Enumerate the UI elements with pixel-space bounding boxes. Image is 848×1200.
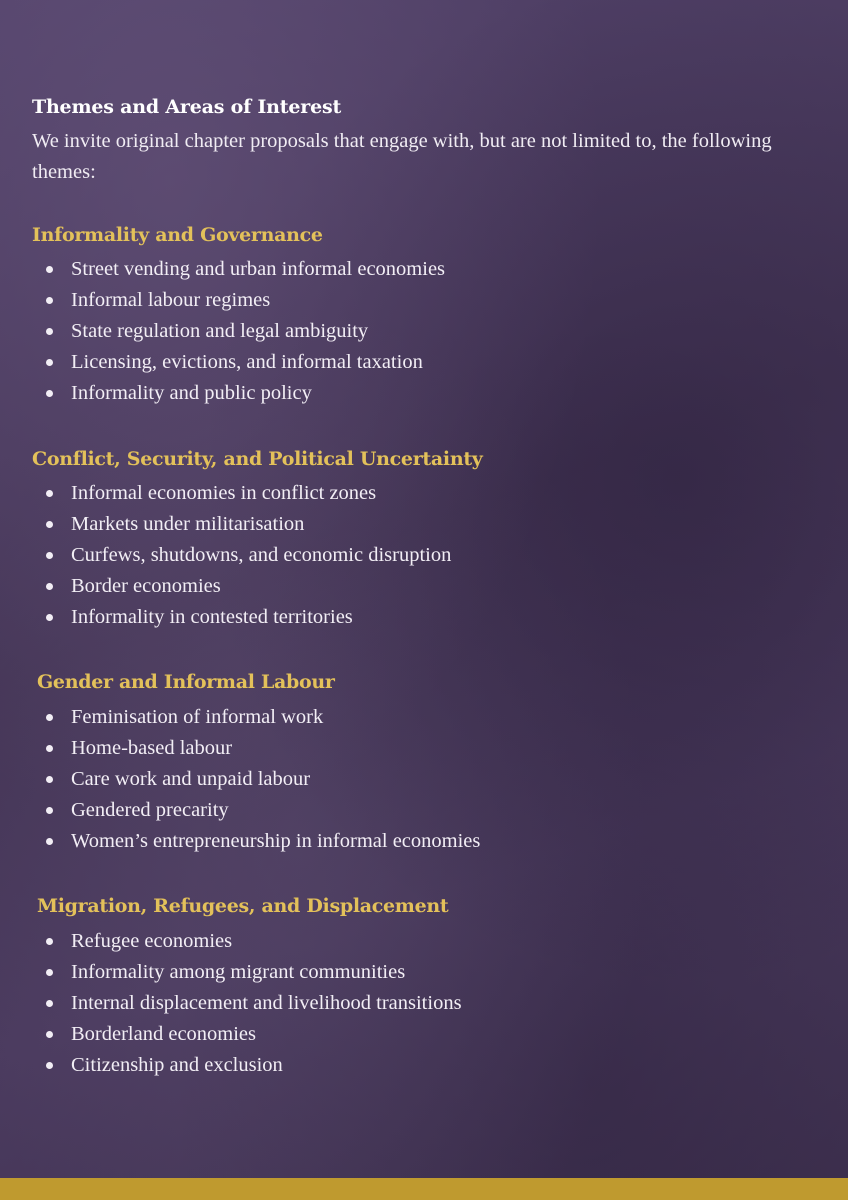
list-item-text: State regulation and legal ambiguity [71,320,369,342]
page-title: Themes and Areas of Interest [32,96,342,118]
bullet-icon [46,1031,53,1038]
bullet-icon [46,552,53,559]
bullet-icon [46,1062,53,1069]
bullet-icon [46,714,53,721]
bullet-icon [46,266,53,273]
list-item-text: Street vending and urban informal economies [71,258,446,280]
section-title: Conflict, Security, and Political Uncertainty [32,448,483,470]
list-item-text: Care work and unpaid labour [71,768,311,790]
list-item-text: Gendered precarity [71,799,229,821]
bullet-icon [46,1000,53,1007]
list-item-text: Informal economies in conflict zones [71,482,377,504]
bullet-icon [46,390,53,397]
bullet-icon [46,490,53,497]
bullet-icon [46,359,53,366]
bullet-icon [46,583,53,590]
list-item-text: Markets under militarisation [71,513,305,535]
list-item-text: Home-based labour [71,737,233,759]
list-item-text: Informality among migrant communities [71,961,406,983]
section-title: Migration, Refugees, and Displacement [37,895,449,917]
bullet-icon [46,745,53,752]
list-item-text: Border economies [71,575,221,597]
list-item-text: Licensing, evictions, and informal taxation [71,351,423,373]
list-item-text: Refugee economies [71,930,233,952]
bullet-icon [46,838,53,845]
list-item-text: Informality and public policy [71,382,312,404]
bullet-icon [46,328,53,335]
list-item-text: Feminisation of informal work [71,706,324,728]
bullet-icon [46,969,53,976]
bullet-icon [46,938,53,945]
list-item-text: Internal displacement and livelihood transitions [71,992,462,1014]
bullet-icon [46,776,53,783]
bullet-icon [46,807,53,814]
bullet-icon [46,521,53,528]
bullet-icon [46,614,53,621]
list-item-text: Citizenship and exclusion [71,1054,283,1076]
list-item-text: Women’s entrepreneurship in informal economies [71,830,481,852]
list-item-text: Informality in contested territories [71,606,353,628]
section-title: Informality and Governance [32,224,323,246]
footer-bar [0,1178,848,1200]
list-item-text: Borderland economies [71,1023,257,1045]
bullet-icon [46,297,53,304]
list-item-text: Curfews, shutdowns, and economic disruption [71,544,452,566]
list-item-text: Informal labour regimes [71,289,271,311]
section-title: Gender and Informal Labour [37,671,335,693]
intro-paragraph: We invite original chapter proposals that engage with, but are not limited to, the following themes: [32,130,772,183]
